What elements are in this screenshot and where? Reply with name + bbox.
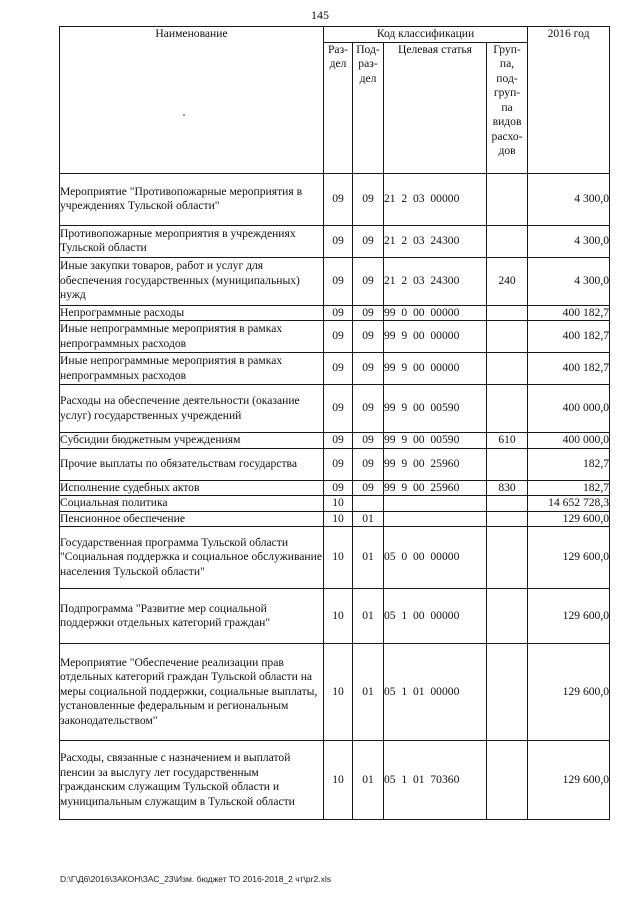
row-name: Расходы на обеспечение деятельности (оказание услуг) государственных учреждений — [60, 385, 324, 433]
row-subsection: 09 — [353, 433, 384, 449]
header-name: Наименование — [60, 27, 324, 174]
row-amount: 4 300,0 — [528, 257, 610, 305]
row-group — [487, 496, 528, 512]
row-subsection: 01 — [353, 527, 384, 589]
row-amount: 129 600,0 — [528, 511, 610, 527]
row-section: 09 — [324, 173, 353, 225]
row-section: 09 — [324, 305, 353, 321]
row-target — [384, 496, 487, 512]
row-group — [487, 741, 528, 820]
table-row — [60, 480, 610, 496]
row-section: 09 — [324, 257, 353, 305]
row-amount: 400 000,0 — [528, 385, 610, 433]
row-group — [487, 644, 528, 741]
row-section: 09 — [324, 480, 353, 496]
row-amount: 129 600,0 — [528, 527, 610, 589]
row-amount: 14 652 728,3 — [528, 496, 610, 512]
row-group: 240 — [487, 257, 528, 305]
table-row — [60, 644, 610, 741]
row-target: 21 2 03 00000 — [384, 173, 487, 225]
header-group: Груп- па, под- груп- па видов расхо- дов — [487, 42, 528, 173]
row-target: 21 2 03 24300 — [384, 225, 487, 257]
table-row — [60, 257, 610, 305]
row-subsection: 09 — [353, 257, 384, 305]
row-amount: 400 182,7 — [528, 353, 610, 385]
row-amount: 400 000,0 — [528, 433, 610, 449]
row-name: Субсидии бюджетным учреждениям — [60, 433, 324, 449]
row-amount: 4 300,0 — [528, 225, 610, 257]
table-row — [60, 527, 610, 589]
row-group — [487, 305, 528, 321]
row-name: Иные непрограммные мероприятия в рамках непрограммных расходов — [60, 353, 324, 385]
row-name: Мероприятие "Противопожарные мероприятия в учреждениях Тульской области" — [60, 173, 324, 225]
header-subsection: Под- раз- дел — [353, 42, 384, 173]
table-row — [60, 511, 610, 527]
table-body — [60, 173, 610, 820]
row-target — [384, 511, 487, 527]
row-amount: 129 600,0 — [528, 589, 610, 644]
row-amount: 400 182,7 — [528, 305, 610, 321]
row-target: 21 2 03 24300 — [384, 257, 487, 305]
row-amount: 182,7 — [528, 448, 610, 480]
row-subsection: 09 — [353, 225, 384, 257]
header-section: Раз- дел — [324, 42, 353, 173]
row-group: 610 — [487, 433, 528, 449]
row-name: Мероприятие "Обеспечение реализации прав отдельных категорий граждан Тульской области на меры социальной поддержки, социальные выплаты, установленные федеральным и региональным законодательством" — [60, 644, 324, 741]
row-target: 99 9 00 25960 — [384, 480, 487, 496]
table-row — [60, 305, 610, 321]
row-group — [487, 173, 528, 225]
row-subsection: 09 — [353, 385, 384, 433]
row-name: Подпрограмма "Развитие мер социальной поддержки отдельных категорий граждан" — [60, 589, 324, 644]
row-subsection: 09 — [353, 480, 384, 496]
row-group — [487, 321, 528, 353]
row-subsection: 09 — [353, 321, 384, 353]
row-target: 05 1 01 70360 — [384, 741, 487, 820]
row-group — [487, 353, 528, 385]
budget-table — [59, 26, 610, 820]
row-subsection: 09 — [353, 353, 384, 385]
row-amount: 129 600,0 — [528, 741, 610, 820]
table-row — [60, 433, 610, 449]
row-amount: 182,7 — [528, 480, 610, 496]
row-section: 09 — [324, 448, 353, 480]
table-row — [60, 385, 610, 433]
row-section: 10 — [324, 741, 353, 820]
table-row — [60, 589, 610, 644]
row-amount: 129 600,0 — [528, 644, 610, 741]
row-section: 10 — [324, 496, 353, 512]
row-name: Государственная программа Тульской области "Социальная поддержка и социальное обслуживание населения Тульской области" — [60, 527, 324, 589]
row-section: 09 — [324, 225, 353, 257]
row-target: 05 1 00 00000 — [384, 589, 487, 644]
row-subsection: 09 — [353, 448, 384, 480]
header-year: 2016 год — [528, 27, 610, 174]
row-name: Непрограммные расходы — [60, 305, 324, 321]
row-group — [487, 589, 528, 644]
header-code: Код классификации — [324, 27, 528, 43]
row-target: 99 9 00 25960 — [384, 448, 487, 480]
row-subsection: 01 — [353, 741, 384, 820]
row-amount: 4 300,0 — [528, 173, 610, 225]
row-section: 10 — [324, 589, 353, 644]
row-name: Прочие выплаты по обязательствам государства — [60, 448, 324, 480]
row-name: Иные закупки товаров, работ и услуг для обеспечения государственных (муниципальных) нужд — [60, 257, 324, 305]
row-subsection: 09 — [353, 173, 384, 225]
table-row — [60, 321, 610, 353]
table-row — [60, 225, 610, 257]
header-row — [60, 27, 610, 43]
row-group — [487, 225, 528, 257]
table-row — [60, 496, 610, 512]
table-row — [60, 353, 610, 385]
row-target: 99 9 00 00590 — [384, 385, 487, 433]
row-target: 05 1 01 00000 — [384, 644, 487, 741]
table-row — [60, 741, 610, 820]
row-target: 99 9 00 00000 — [384, 353, 487, 385]
header-target: Целевая статья — [384, 42, 487, 173]
row-section: 09 — [324, 321, 353, 353]
table-row — [60, 448, 610, 480]
row-section: 09 — [324, 385, 353, 433]
row-section: 09 — [324, 353, 353, 385]
row-target: 99 9 00 00000 — [384, 321, 487, 353]
row-subsection: 01 — [353, 511, 384, 527]
row-subsection — [353, 496, 384, 512]
row-group: 830 — [487, 480, 528, 496]
row-group — [487, 448, 528, 480]
row-subsection: 09 — [353, 305, 384, 321]
row-section: 10 — [324, 511, 353, 527]
row-group — [487, 385, 528, 433]
row-subsection: 01 — [353, 589, 384, 644]
row-name: Расходы, связанные с назначением и выплатой пенсии за выслугу лет государственным гражданским служащим Тульской области и муниципальным служащим в Тульской области — [60, 741, 324, 820]
row-target: 05 0 00 00000 — [384, 527, 487, 589]
page-number: 145 — [311, 8, 329, 22]
row-name: Социальная политика — [60, 496, 324, 512]
row-target: 99 0 00 00000 — [384, 305, 487, 321]
row-amount: 400 182,7 — [528, 321, 610, 353]
row-section: 10 — [324, 527, 353, 589]
row-name: Противопожарные мероприятия в учреждениях Тульской области — [60, 225, 324, 257]
row-subsection: 01 — [353, 644, 384, 741]
row-group — [487, 527, 528, 589]
row-group — [487, 511, 528, 527]
row-name: Пенсионное обеспечение — [60, 511, 324, 527]
row-section: 10 — [324, 644, 353, 741]
table-row — [60, 173, 610, 225]
row-section: 09 — [324, 433, 353, 449]
row-target: 99 9 00 00590 — [384, 433, 487, 449]
file-path-footer: D:\Г\Д6\2016\ЗАКОН\ЗАС_23\Изм. бюджет ТО 2016-2018_2 чт\pr2.xls — [60, 874, 331, 884]
row-name: Исполнение судебных актов — [60, 480, 324, 496]
row-name: Иные непрограммные мероприятия в рамках непрограммных расходов — [60, 321, 324, 353]
